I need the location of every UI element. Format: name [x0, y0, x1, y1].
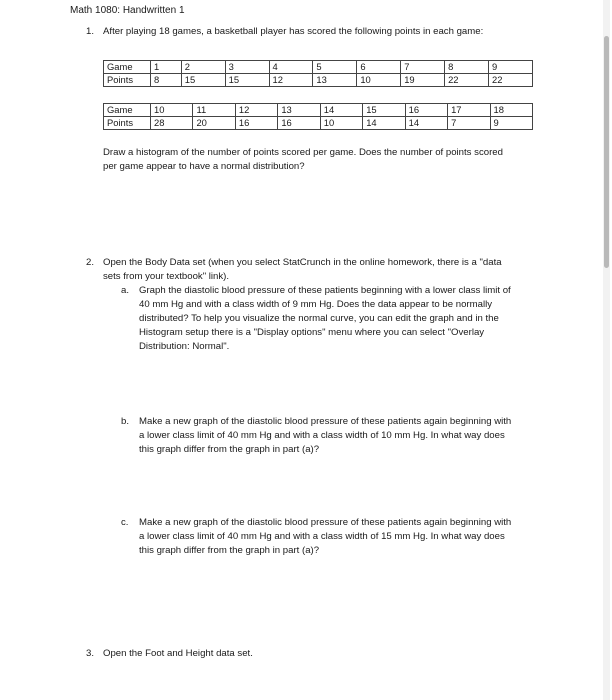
- table-cell-points: 15: [181, 74, 225, 87]
- table-row-points: [104, 74, 533, 87]
- table-cell-game: 9: [488, 61, 532, 74]
- part-c-line-2: a lower class limit of 40 mm Hg and with a class width of 15 mm Hg. In what way does: [139, 531, 505, 542]
- table-cell-game: 16: [405, 104, 447, 117]
- table-header-points: Points: [104, 74, 151, 87]
- table-cell-game: 18: [490, 104, 533, 117]
- part-a-line-1: Graph the diastolic blood pressure of these patients beginning with a lower class limit of: [139, 285, 511, 296]
- part-c-line-3: this graph differ from the graph in part (a)?: [139, 545, 320, 556]
- table-cell-points: 13: [313, 74, 357, 87]
- table-cell-points: 10: [357, 74, 401, 87]
- table-cell-game: 6: [357, 61, 401, 74]
- question-3-number: 3.: [86, 648, 95, 659]
- part-a-label: a.: [121, 285, 130, 296]
- table-cell-game: 12: [235, 104, 277, 117]
- table-cell-points: 10: [320, 117, 362, 130]
- question-3-text: Open the Foot and Height data set.: [103, 648, 253, 659]
- table-cell-points: 28: [151, 117, 193, 130]
- table-cell-points: 12: [269, 74, 313, 87]
- table-cell-points: 9: [490, 117, 533, 130]
- part-b-line-3: this graph differ from the graph in part (a)?: [139, 444, 320, 455]
- table-cell-game: 3: [225, 61, 269, 74]
- table-cell-points: 16: [278, 117, 320, 130]
- table-cell-game: 10: [151, 104, 193, 117]
- table-cell-game: 5: [313, 61, 357, 74]
- table-cell-game: 11: [193, 104, 235, 117]
- table-header-points: Points: [104, 117, 151, 130]
- part-b-line-2: a lower class limit of 40 mm Hg and with a class width of 10 mm Hg. In what way does: [139, 430, 505, 441]
- scores-table-games-10-18: [103, 103, 533, 130]
- question-1-instruction-line-2: per game appear to have a normal distribution?: [103, 161, 305, 172]
- table-cell-points: 20: [193, 117, 235, 130]
- table-cell-game: 14: [320, 104, 362, 117]
- table-cell-points: 15: [225, 74, 269, 87]
- question-1-instruction-line-1: Draw a histogram of the number of points scored per game. Does the number of points scored: [103, 147, 503, 158]
- part-a-line-4: Histogram setup there is a "Display options" menu where you can select "Overlay: [139, 327, 485, 338]
- question-1-prompt: After playing 18 games, a basketball player has scored the following points in each game:: [103, 26, 484, 37]
- table-cell-points: 14: [405, 117, 447, 130]
- scores-table-games-1-9: [103, 60, 533, 87]
- part-b-label: b.: [121, 416, 130, 427]
- table-row-points: [104, 117, 533, 130]
- table-row-game: [104, 61, 533, 74]
- table-cell-points: 14: [363, 117, 405, 130]
- table-header-game: Game: [104, 61, 151, 74]
- part-b-line-1: Make a new graph of the diastolic blood pressure of these patients again beginning with: [139, 416, 512, 427]
- table-cell-game: 13: [278, 104, 320, 117]
- table-cell-game: 1: [151, 61, 182, 74]
- table-cell-points: 22: [488, 74, 532, 87]
- table-cell-points: 19: [401, 74, 445, 87]
- table-cell-points: 22: [445, 74, 489, 87]
- table-cell-game: 4: [269, 61, 313, 74]
- table-cell-game: 17: [448, 104, 490, 117]
- table-cell-game: 2: [181, 61, 225, 74]
- vertical-scrollbar-thumb[interactable]: [604, 36, 609, 268]
- table-cell-game: 15: [363, 104, 405, 117]
- table-cell-points: 8: [151, 74, 182, 87]
- table-row-game: [104, 104, 533, 117]
- question-2-line-2: sets from your textbook" link).: [103, 271, 230, 282]
- part-a-line-2: 40 mm Hg and with a class width of 9 mm Hg. Does the data appear to be normally: [139, 299, 493, 310]
- table-cell-points: 7: [448, 117, 490, 130]
- question-1-number: 1.: [86, 26, 95, 37]
- table-header-game: Game: [104, 104, 151, 117]
- part-c-label: c.: [121, 517, 129, 528]
- part-a-line-3: distributed? To help you visualize the normal curve, you can edit the graph and in the: [139, 313, 499, 324]
- document-title: Math 1080: Handwritten 1: [70, 5, 185, 16]
- table-cell-game: 8: [445, 61, 489, 74]
- table-cell-game: 7: [401, 61, 445, 74]
- part-c-line-1: Make a new graph of the diastolic blood pressure of these patients again beginning with: [139, 517, 512, 528]
- part-a-line-5: Distribution: Normal".: [139, 341, 230, 352]
- table-cell-points: 16: [235, 117, 277, 130]
- question-2-number: 2.: [86, 257, 95, 268]
- question-2-line-1: Open the Body Data set (when you select StatCrunch in the online homework, there is a "data: [103, 257, 502, 268]
